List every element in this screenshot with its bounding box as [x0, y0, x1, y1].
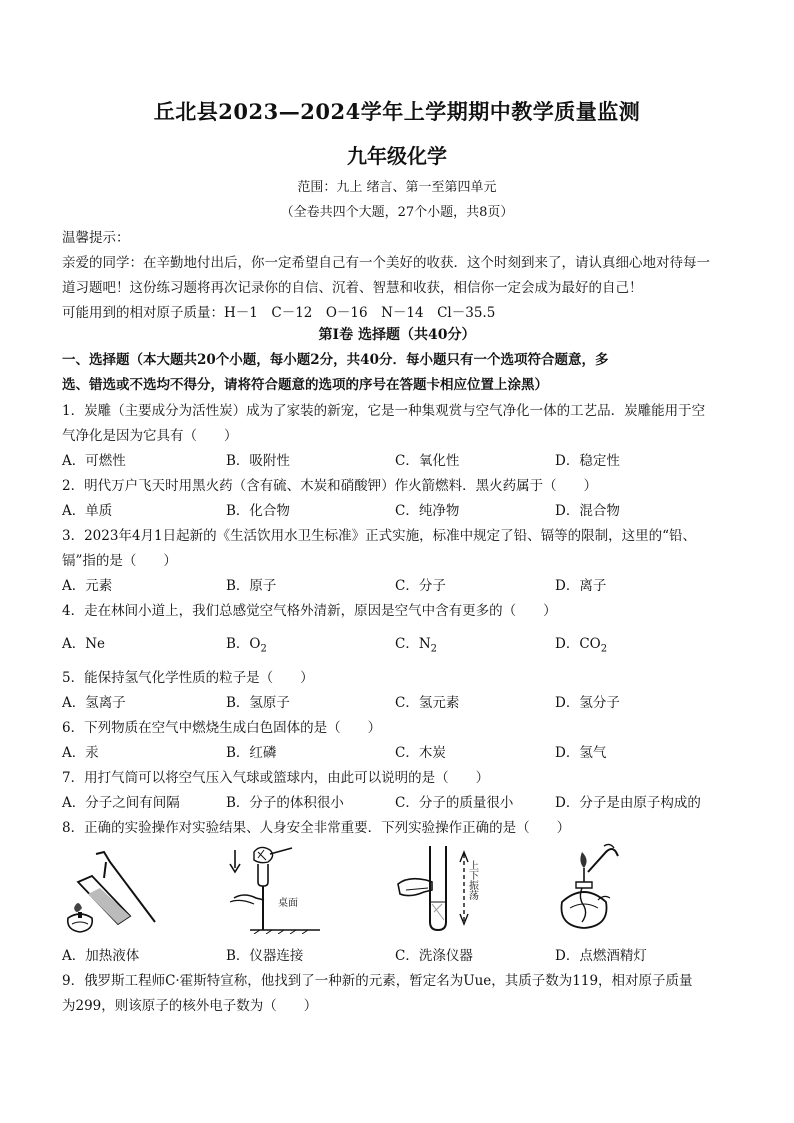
exam-title: 丘北县2023—2024学年上学期期中教学质量监测 — [153, 99, 641, 124]
question-5-option-d: D．氢分子 — [555, 695, 620, 711]
question-1-stem-2: 气净化是因为它具有（ ） — [62, 428, 238, 444]
atomic-mass-line: 可能用到的相对原子质量：H－1 C－12 O－16 N－14 Cl－35.5 — [62, 305, 496, 321]
question-2-stem: 2．明代万户飞天时用黑火药（含有硫、木炭和硝酸钾）作火箭燃料．黑火药属于（ ） — [62, 478, 598, 494]
question-9-stem-1: 9．俄罗斯工程师C·霍斯特宣称，他找到了一种新的元素，暂定名为Uue，其质子数为119，相对原子质量 — [62, 973, 693, 989]
question-5-option-c: C．氢元素 — [395, 695, 460, 711]
question-2-option-d: D．混合物 — [555, 503, 620, 519]
question-3-option-b: B．原子 — [226, 578, 277, 594]
question-5-option-a: A．氢离子 — [62, 695, 126, 711]
question-1-option-c: C．氧化性 — [395, 453, 460, 469]
question-6-stem: 6．下列物质在空气中燃烧生成白色固体的是（ ） — [62, 720, 382, 736]
question-3-option-d: D．离子 — [555, 578, 607, 594]
question-6-option-b: B．红磷 — [226, 745, 277, 761]
question-7-option-c: C．分子的质量很小 — [395, 795, 514, 811]
shake-label: 上下振荡 — [466, 860, 478, 900]
tips-line-1: 亲爱的同学：在辛勤地付出后，你一定希望自己有一个美好的收获．这个时刻到来了，请认真细心地对待每一 — [62, 255, 710, 271]
question-2-option-a: A．单质 — [62, 503, 113, 519]
alcohol-lamp-illustration — [548, 842, 658, 934]
question-1-option-b: B．吸附性 — [226, 453, 290, 469]
question-6-option-a: A．汞 — [62, 745, 99, 761]
question-7-option-b: B．分子的体积很小 — [226, 795, 344, 811]
question-1-option-a: A．可燃性 — [62, 453, 126, 469]
question-9-stem-2: 为299，则该原子的核外电子数为（ ） — [62, 998, 318, 1014]
question-8-option-a: A．加热液体 — [62, 948, 140, 964]
question-8-option-c: C．洗涤仪器 — [395, 948, 473, 964]
question-4-option-d: D．$CO_2$ — [555, 636, 608, 655]
exam-info: （全卷共四个大题，27个小题，共8页） — [280, 205, 514, 220]
question-4-stem: 4．走在林间小道上，我们总感觉空气格外清新，原因是空气中含有更多的（ ） — [62, 603, 557, 619]
section-instruction-2: 选、错选或不选均不得分，请将符合题意的选项的序号在答题卡相应位置上涂黑） — [62, 377, 548, 393]
question-7-option-d: D．分子是由原子构成的 — [555, 795, 701, 811]
exam-scope: 范围：九上 绪言、第一至第四单元 — [297, 180, 497, 195]
question-4-option-a: A．Ne — [62, 636, 106, 652]
tips-label: 温馨提示： — [62, 230, 130, 246]
question-6-option-c: C．木炭 — [395, 745, 446, 761]
question-8-option-b: B．仪器连接 — [226, 948, 304, 964]
question-6-option-d: D．氢气 — [555, 745, 607, 761]
washing-instrument-illustration — [388, 842, 498, 934]
question-3-option-a: A．元素 — [62, 578, 113, 594]
tips-line-2: 道习题吧！这份练习题将再次记录你的自信、沉着、智慧和收获，相信你一定会成为最好的自己！ — [62, 280, 643, 296]
question-7-stem: 7．用打气筒可以将空气压入气球或篮球内，由此可以说明的是（ ） — [62, 770, 490, 786]
question-3-stem-1: 3．2023年4月1日起新的《生活饮用水卫生标准》正式实施，标准中规定了铅、镉等的限制，这里的“铅、 — [62, 528, 697, 544]
question-3-stem-2: 镉”指的是（ ） — [62, 553, 177, 569]
question-3-option-c: C．分子 — [395, 578, 446, 594]
table-surface-label: 桌面 — [278, 898, 298, 909]
heating-liquid-illustration — [60, 842, 170, 934]
question-5-option-b: B．氢原子 — [226, 695, 290, 711]
question-8-option-d: D．点燃酒精灯 — [555, 948, 647, 964]
section-instruction-1: 一、选择题（本大题共20个小题，每小题2分，共40分．每小题只有一个选项符合题意，多 — [62, 352, 609, 368]
question-1-stem-1: 1．炭雕（主要成分为活性炭）成为了家装的新宠，它是一种集观赏与空气净化一体的工艺品．炭雕能用于空 — [62, 403, 706, 419]
instrument-connection-illustration — [220, 842, 330, 934]
question-4-option-c: C．$N_2$ — [395, 636, 438, 655]
question-5-stem: 5．能保持氢气化学性质的粒子是（ ） — [62, 670, 314, 686]
question-8-stem: 8．正确的实验操作对实验结果、人身安全非常重要．下列实验操作正确的是（ ） — [62, 820, 571, 836]
question-1-option-d: D．稳定性 — [555, 453, 620, 469]
question-2-option-c: C．纯净物 — [395, 503, 460, 519]
question-7-option-a: A．分子之间有间隔 — [62, 795, 180, 811]
question-4-option-b: B．$O_2$ — [226, 636, 267, 655]
volume-heading: 第Ⅰ卷 选择题（共40分） — [318, 327, 476, 343]
exam-subject: 九年级化学 — [347, 144, 447, 168]
question-2-option-b: B．化合物 — [226, 503, 290, 519]
